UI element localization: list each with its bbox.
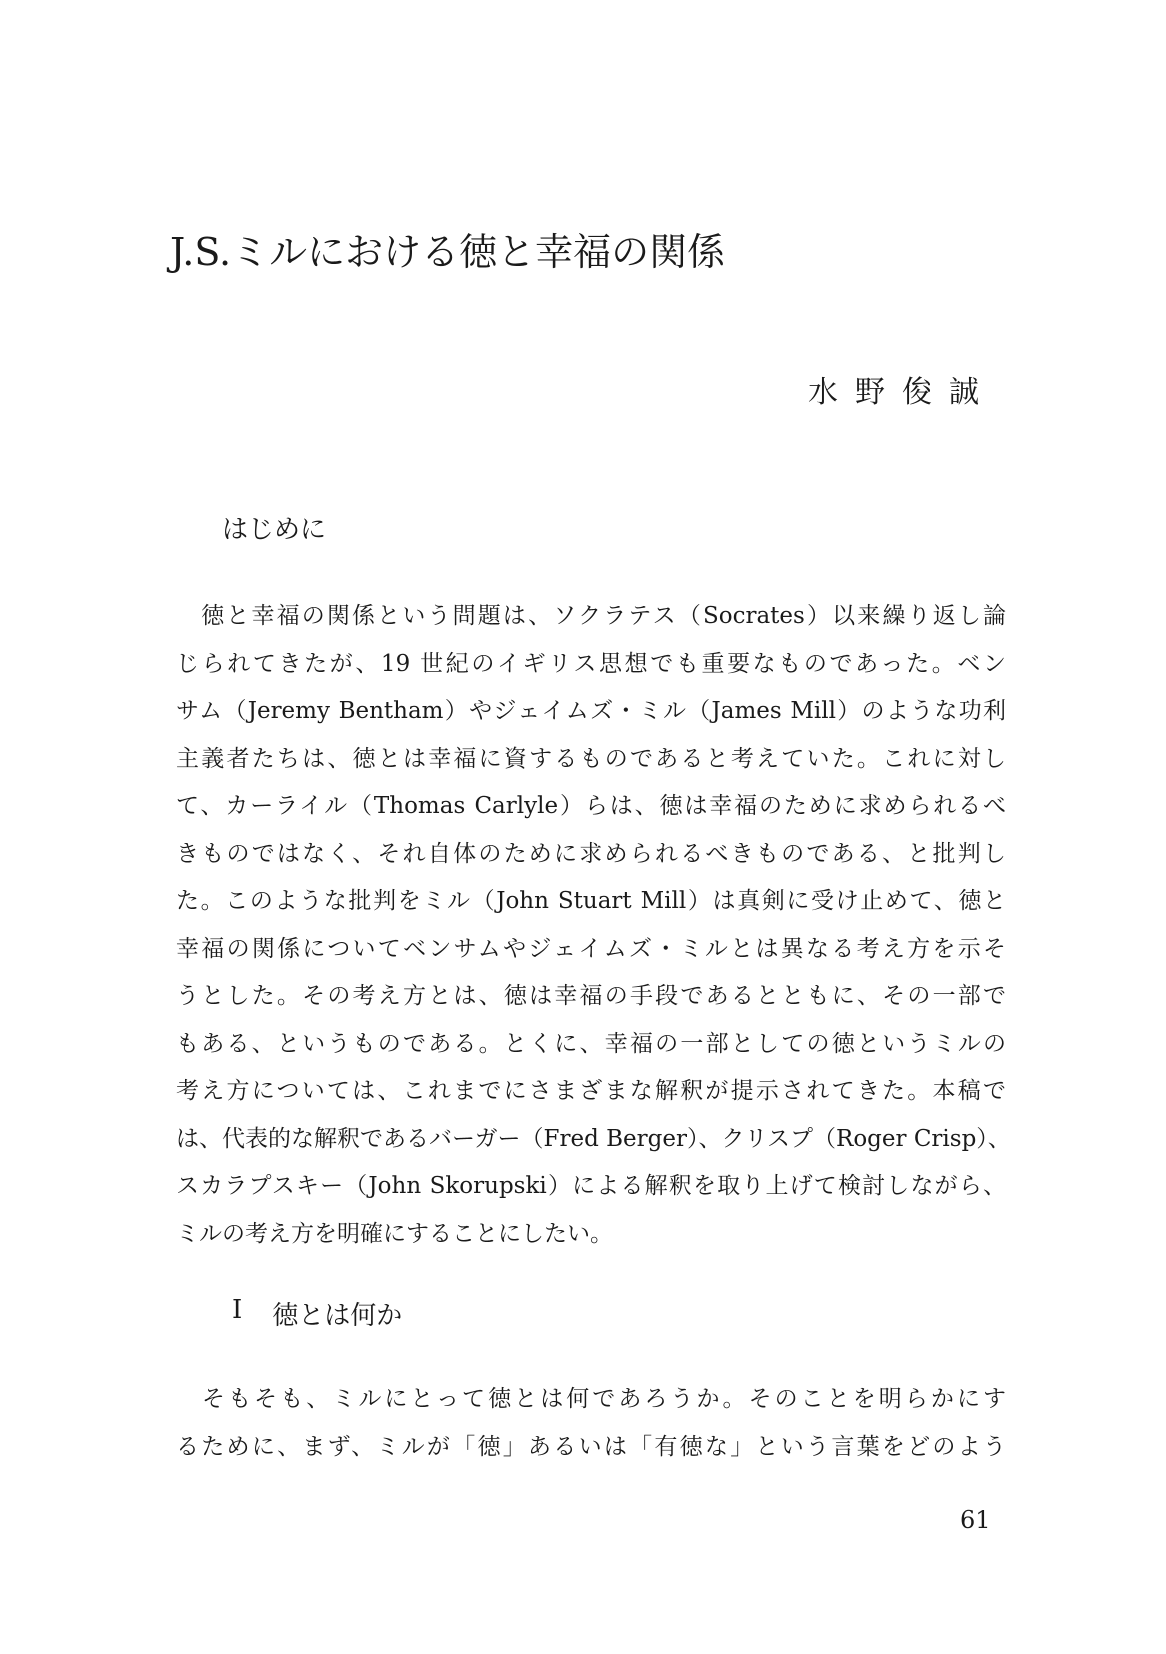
paragraph-line: もある、というものである。とくに、幸福の一部としての徳というミルの bbox=[176, 1030, 1006, 1057]
author-name: 水野俊誠 bbox=[808, 375, 996, 410]
paragraph-line: うとした。その考え方とは、徳は幸福の手段であるとともに、その一部で bbox=[176, 983, 1006, 1009]
paper-title: J.S.ミルにおける徳と幸福の関係 bbox=[170, 230, 726, 275]
paragraph-line: スカラプスキー（John Skorupski）による解釈を取り上げて検討しながら、 bbox=[176, 1173, 1006, 1199]
paragraph-line: 主義者たちは、徳とは幸福に資するものであると考えていた。これに対し bbox=[176, 745, 1006, 772]
paragraph-line: 徳と幸福の関係という問題は、ソクラテス（Socrates）以来繰り返し論 bbox=[176, 603, 1006, 629]
page-number: 61 bbox=[960, 1506, 991, 1534]
paragraph-line: た。このような批判をミル（John Stuart Mill）は真剣に受け止めて、徳と bbox=[176, 888, 1006, 914]
intro-paragraph bbox=[176, 593, 1011, 1258]
paragraph-line: るために、まず、ミルが「徳」あるいは「有徳な」という言葉をどのよう bbox=[176, 1433, 1006, 1460]
paragraph-line: じられてきたが、19 世紀のイギリス思想でも重要なものであった。ベン bbox=[176, 650, 1006, 677]
section-paragraph bbox=[176, 1376, 1006, 1471]
paragraph-line: サム（Jeremy Bentham）やジェイムズ・ミル（James Mill）のような功利 bbox=[176, 698, 1006, 724]
paragraph-line: 幸福の関係についてベンサムやジェイムズ・ミルとは異なる考え方を示そ bbox=[176, 935, 1006, 962]
paragraph-line: て、カーライル（Thomas Carlyle）らは、徳は幸福のために求められるべ bbox=[176, 793, 1006, 819]
section-number: I bbox=[232, 1295, 243, 1325]
paragraph-line: は、代表的な解釈であるバーガー（Fred Berger）、クリスプ（Roger Crisp）、 bbox=[176, 1125, 1011, 1152]
section-heading bbox=[232, 1295, 402, 1332]
paragraph-line: 考え方については、これまでにさまざまな解釈が提示されてきた。本稿で bbox=[176, 1078, 1006, 1104]
paragraph-line: ミルの考え方を明確にすることにしたい。 bbox=[176, 1220, 613, 1247]
paragraph-line: そもそも、ミルにとって徳とは何であろうか。そのことを明らかにす bbox=[176, 1386, 1006, 1412]
intro-heading: はじめに bbox=[222, 515, 327, 545]
paragraph-line: きものではなく、それ自体のために求められるべきものである、と批判し bbox=[176, 840, 1006, 867]
section-title: 徳とは何か bbox=[272, 1301, 403, 1331]
